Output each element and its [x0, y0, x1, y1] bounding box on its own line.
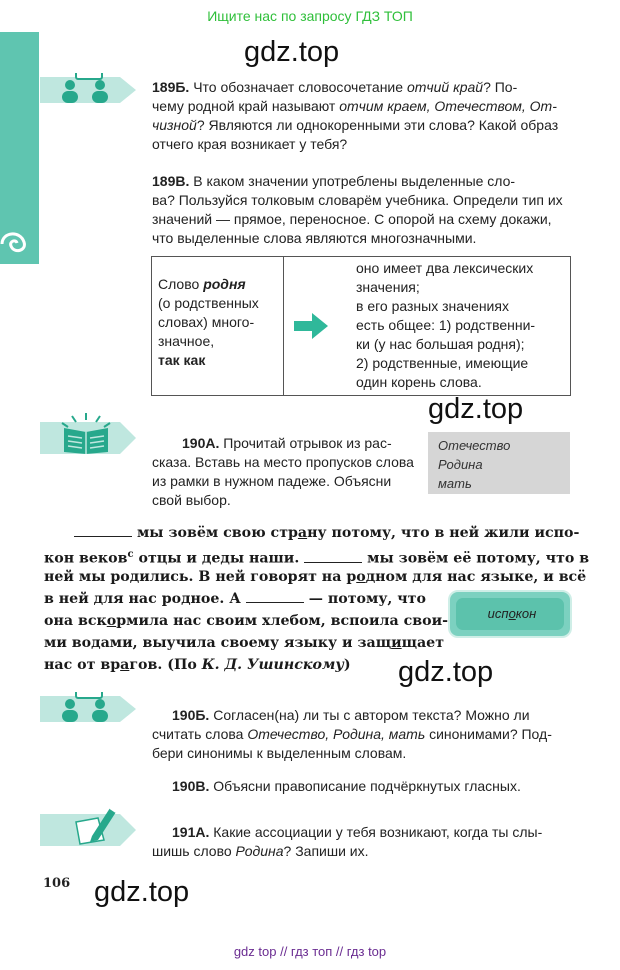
task-190b: 190Б. Согласен(на) ли ты с автором текста? Можно ли считать слова Отечество, Родина, мать синонимами? Под- бери синонимы к выделенным словам. — [152, 707, 552, 761]
dialogue-icon — [40, 73, 136, 107]
meaning-scheme — [151, 256, 571, 396]
dialogue-icon — [40, 692, 136, 726]
book-icon — [40, 412, 136, 456]
page-number: 106 — [43, 876, 71, 891]
reading-passage: мы зовём свою страну потому, что в ней жили испо- кон веков$^с$ отцы и деды наши. мы зовём её потому, что в ней мы родились. В ней говорят на родном для нас языке, и всё в ней для нас родное. А — потому, что она вскормила нас своим хлебом, вспоила свои- ми водами, выучила своему языку и защищает нас от врагов. (По К. Д. Ушинскому) — [44, 525, 590, 673]
task-191a: 191А. Какие ассоциации у тебя возникают, когда ты слы- шишь слово Родина? Запиши их. — [152, 824, 543, 859]
task-190v: 190В. Объясни правописание подчёркнутых гласных. — [172, 778, 521, 794]
blank-gap — [246, 591, 304, 603]
blank-gap — [304, 551, 362, 563]
task-189v: 189В. В каком значении употреблены выделенные сло- ва? Пользуйся толковым словарём учебника. Определи тип их значений — прямое, переносное. С опорой на схему докажи, что выделенные слова являются многозначными. — [152, 173, 563, 246]
pencil-icon — [40, 802, 136, 848]
watermark: gdz.top — [244, 36, 340, 68]
task-190a: 190А. Прочитай отрывок из рас- сказа. Вставь на место пропусков слова из рамки в нужном падеже. Объясни свой выбор. — [152, 435, 414, 508]
watermark: gdz.top — [94, 876, 190, 908]
swirl-icon — [0, 220, 39, 264]
blank-gap — [74, 525, 132, 537]
task-189b: 189Б. Что обозначает словосочетание отчий край? По- чему родной край называют отчим краем, Отечеством, От- чизной? Являются ли однокоренными эти слова? Какой образ отчего края возникает у тебя? — [152, 79, 559, 152]
scheme-left-cell: Слово родня (о родственных словах) много- значное, так как — [152, 257, 284, 395]
scheme-right-cell: оно имеет два лексических значения; в его разных значениях есть общее: 1) родственни- ки (у нас большая родня); 2) родственные, имеющие один корень слова. — [356, 260, 536, 390]
vocabulary-tag: испокон — [448, 590, 572, 638]
watermark: gdz.top — [428, 393, 524, 425]
watermark: gdz.top — [398, 656, 494, 688]
word-box: Отечество Родина мать — [428, 432, 570, 494]
arrow-right-icon — [294, 313, 328, 339]
bottom-banner[interactable]: gdz top // гдз топ // гдз top — [233, 944, 387, 959]
top-banner[interactable]: Ищите нас по запросу ГДЗ ТОП — [207, 8, 413, 24]
